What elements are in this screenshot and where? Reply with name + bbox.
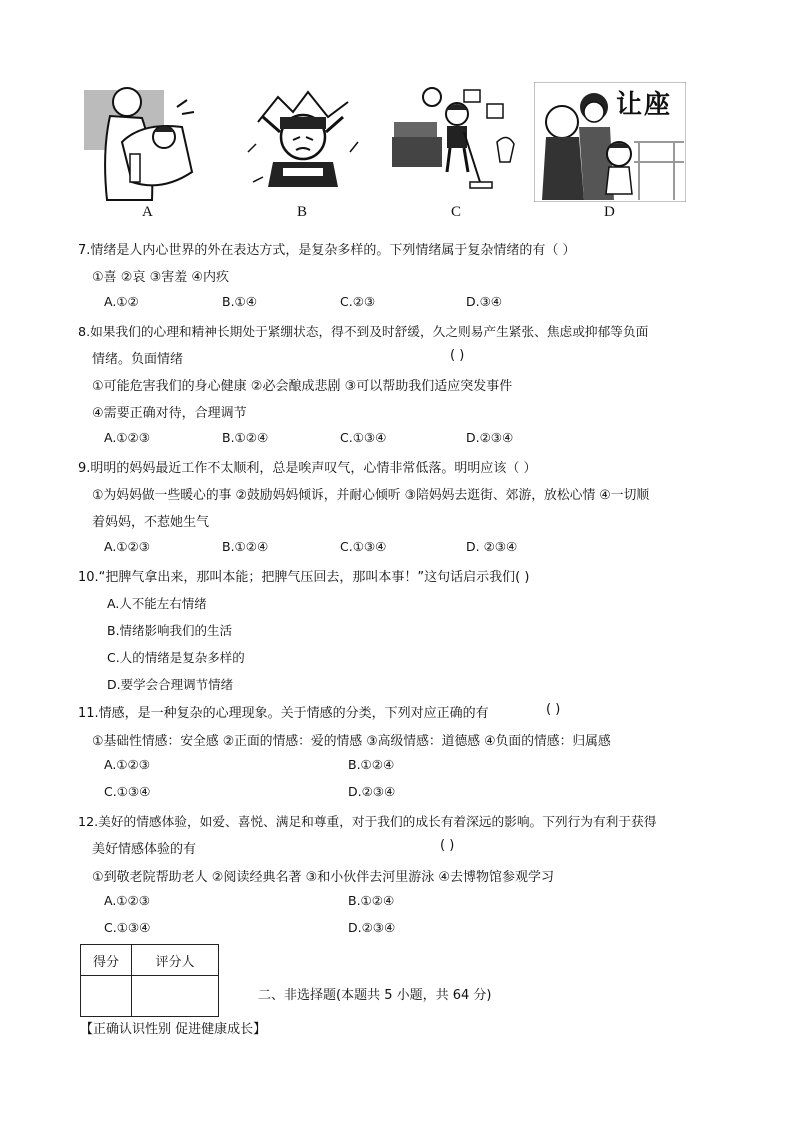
q9-option-c[interactable]: C.①③④ xyxy=(340,539,387,554)
q8-option-b[interactable]: B.①②④ xyxy=(222,430,269,445)
mother-holding-child-icon xyxy=(82,82,212,202)
q12-stem-line2: 美好情感体验的有 xyxy=(92,842,197,857)
q9-stem: 9.明明的妈妈最近工作不太顺利，总是唉声叹气，心情非常低落。明明应该（ ） xyxy=(78,461,537,476)
q11-option-a[interactable]: A.①②③ xyxy=(104,757,150,772)
score-cell[interactable] xyxy=(81,976,132,1017)
q12-option-c[interactable]: C.①③④ xyxy=(104,920,151,935)
q11-option-d[interactable]: D.②③④ xyxy=(348,784,396,799)
picture-a xyxy=(82,82,212,202)
q10-option-c[interactable]: C.人的情绪是复杂多样的 xyxy=(107,650,245,665)
q7-stem: 7.情绪是人内心世界的外在表达方式，是复杂多样的。下列情绪属于复杂情绪的有（ ） xyxy=(78,243,576,258)
q8-items-line1: ①可能危害我们的身心健康 ②必会酿成悲剧 ③可以帮助我们适应突发事件 xyxy=(92,379,513,394)
topic-heading: 【正确认识性别 促进健康成长】 xyxy=(80,1022,267,1037)
section-2-heading: 二、非选择题(本题共 5 小题，共 64 分) xyxy=(258,988,492,1003)
q10-option-b[interactable]: B.情绪影响我们的生活 xyxy=(107,623,233,638)
q7-items: ①喜 ②哀 ③害羞 ④内疚 xyxy=(92,270,230,285)
score-table xyxy=(80,944,219,1017)
child-mopping-floor-icon xyxy=(392,82,522,202)
grader-cell[interactable] xyxy=(132,976,219,1017)
picture-d-sign: 让座 xyxy=(616,90,673,120)
q9-option-d[interactable]: D. ②③④ xyxy=(466,539,518,554)
q8-stem-line2: 情绪。负面情绪 xyxy=(92,352,184,367)
q7-option-d[interactable]: D.③④ xyxy=(466,294,503,309)
q11-option-c[interactable]: C.①③④ xyxy=(104,784,151,799)
score-header: 得分 xyxy=(81,945,132,976)
q12-items: ①到敬老院帮助老人 ②阅读经典名著 ③和小伙伴去河里游泳 ④去博物馆参观学习 xyxy=(92,870,555,885)
q11-items: ①基础性情感：安全感 ②正面的情感：爱的情感 ③高级情感：道德感 ④负面的情感：归属感 xyxy=(92,734,611,749)
picture-c xyxy=(392,82,522,202)
q12-option-a[interactable]: A.①②③ xyxy=(104,893,150,908)
q9-option-a[interactable]: A.①②③ xyxy=(104,539,150,554)
q8-stem-line1: 8.如果我们的心理和精神长期处于紧绷状态，得不到及时舒缓，久之则易产生紧张、焦虑或抑郁等负面 xyxy=(78,324,649,339)
q8-option-d[interactable]: D.②③④ xyxy=(466,430,514,445)
q9-option-b[interactable]: B.①②④ xyxy=(222,539,269,554)
q10-stem: 10.“把脾气拿出来，那叫本能；把脾气压回去，那叫本事！”这句话启示我们( ) xyxy=(78,570,530,585)
q8-answer-paren: ( ) xyxy=(450,348,465,363)
grader-header: 评分人 xyxy=(132,945,219,976)
q7-option-a[interactable]: A.①② xyxy=(104,294,139,309)
q9-items-line1: ①为妈妈做一些暖心的事 ②鼓励妈妈倾诉，并耐心倾听 ③陪妈妈去逛街、郊游，放松心情 ④一切顺 xyxy=(92,488,650,503)
picture-d-label: D xyxy=(604,204,615,220)
q12-option-d[interactable]: D.②③④ xyxy=(348,920,396,935)
picture-b xyxy=(238,82,368,202)
q11-option-b[interactable]: B.①②④ xyxy=(348,757,395,772)
q9-items-line2: 着妈妈，不惹她生气 xyxy=(92,515,210,530)
picture-a-label: A xyxy=(142,204,153,220)
picture-c-label: C xyxy=(451,204,462,220)
q12-answer-paren: ( ) xyxy=(440,838,455,853)
picture-d xyxy=(534,82,686,202)
stressed-student-icon xyxy=(238,82,368,202)
q12-stem-line1: 12.美好的情感体验，如爱、喜悦、满足和尊重，对于我们的成长有着深远的影响。下列行为有利于获得 xyxy=(78,814,657,829)
q11-stem: 11.情感，是一种复杂的心理现象。关于情感的分类，下列对应正确的有 xyxy=(78,706,489,721)
q7-option-b[interactable]: B.①④ xyxy=(222,294,257,309)
q12-option-b[interactable]: B.①②④ xyxy=(348,893,395,908)
q8-option-a[interactable]: A.①②③ xyxy=(104,430,150,445)
q11-answer-paren: ( ) xyxy=(546,702,561,717)
q10-option-a[interactable]: A.人不能左右情绪 xyxy=(107,596,207,611)
q7-option-c[interactable]: C.②③ xyxy=(340,294,376,309)
picture-b-label: B xyxy=(297,204,308,220)
q8-option-c[interactable]: C.①③④ xyxy=(340,430,387,445)
q10-option-d[interactable]: D.要学会合理调节情绪 xyxy=(107,677,234,692)
q8-items-line2: ④需要正确对待，合理调节 xyxy=(92,406,247,421)
